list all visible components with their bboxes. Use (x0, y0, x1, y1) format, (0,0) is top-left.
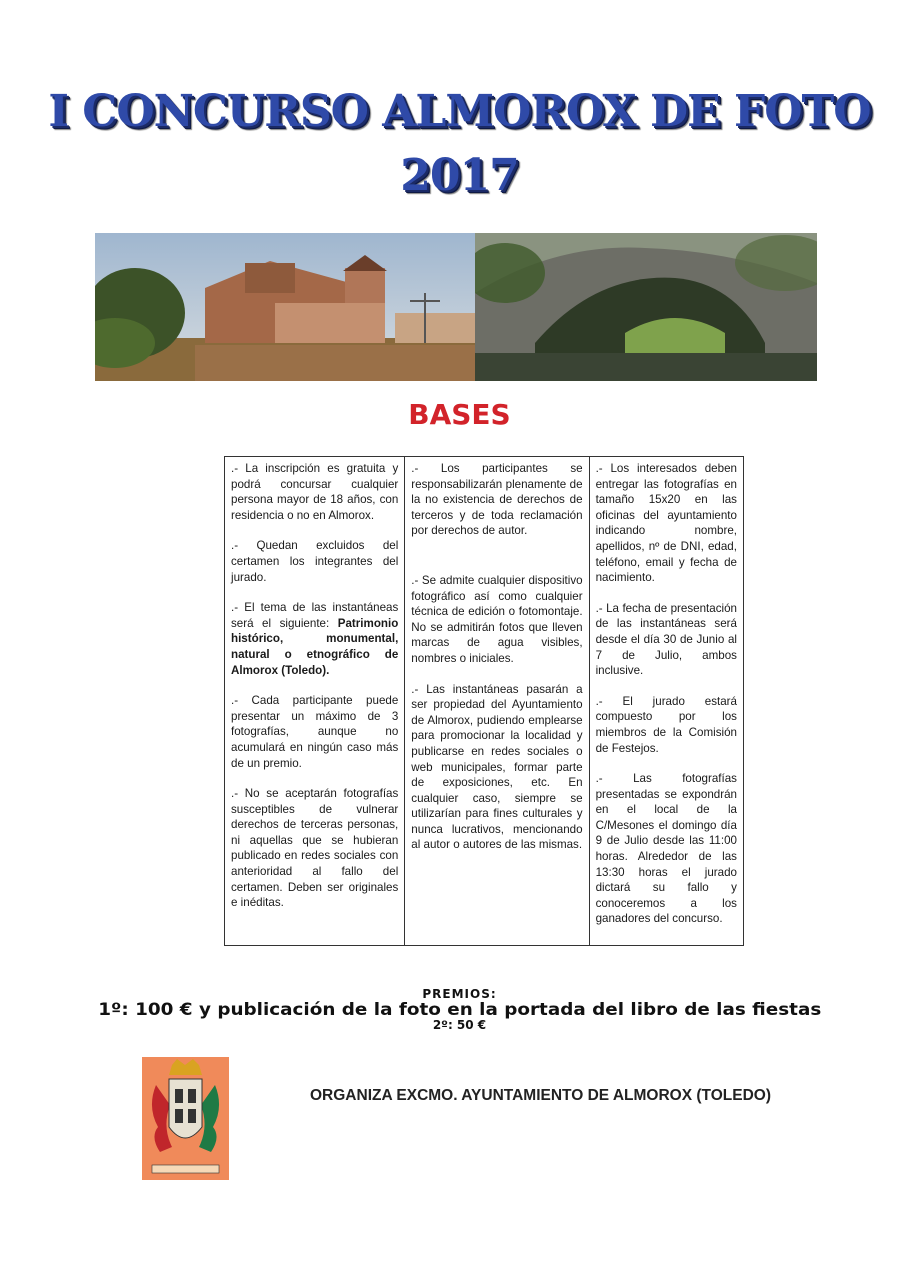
rules-column-1 (225, 457, 405, 945)
rules-column-3 (590, 457, 743, 945)
rule-item-theme (231, 600, 398, 678)
rule-item: .- No se aceptarán fotografías susceptibles de vulnerar derechos de terceras personas, ni aquellas que se hubieran publicado en redes sociales con anterioridad al fallo del certamen. Deben ser originales e inéditas. (231, 787, 399, 910)
rule-item: .- Las instantáneas pasarán a ser propiedad del Ayuntamiento de Almorox, pudiendo emplearse para promocionar la localidad y publicarse en redes sociales o web municipales, formar parte de exposiciones, etc. En cualquier caso, siempre se utilizarían para fines culturales y nunca lucrativos, mencionando al autor o autores de las mismas. (411, 682, 583, 852)
rule-item: .- Cada participante puede presentar un máximo de 3 fotografías, aunque no acumulará en ningún caso más de un premio. (231, 694, 399, 770)
second-prize: 2º: 50 € (432, 1018, 487, 1032)
rules-table (224, 456, 744, 946)
rule-item: .- Se admite cualquier dispositivo fotográfico así como cualquier técnica de edición o fotomontaje. No se admitirán fotos que lleven marcas de agua visibles, nombres o iniciales. (411, 573, 583, 665)
municipal-crest-icon (142, 1057, 229, 1180)
bases-heading: BASES (408, 398, 511, 431)
rule-item: .- La inscripción es gratuita y podrá concursar cualquier persona mayor de 18 años, con residencia o no en Almorox. (231, 462, 399, 522)
rule-theme-bold: Patrimonio histórico, monumental, natural o etnográfico de Almorox (Toledo). (231, 616, 399, 677)
church-photo (95, 233, 475, 381)
rule-item: .- Quedan excluidos del certamen los integrantes del jurado. (231, 539, 399, 584)
poster-year: 2017 (400, 150, 519, 201)
rule-item: .- Las fotografías presentadas se expondrán en el local de la C/Mesones el domingo día 9 de Julio desde las 11:00 horas. Alrededor de las 13:30 horas el jurado dictará su fallo y conoceremos a los ganadores del concurso. (595, 772, 737, 926)
rule-theme-text: .- El tema de las instantáneas será el siguiente: (231, 601, 399, 630)
rules-column-2 (405, 457, 589, 945)
poster-title: I CONCURSO ALMOROX DE FOTO (48, 86, 871, 137)
prizes-block (0, 988, 919, 1031)
rule-item: .- La fecha de presentación de las instantáneas será desde el día 30 de Junio al 7 de Julio, ambos inclusive. (595, 601, 737, 678)
organizer-text: ORGANIZA EXCMO. AYUNTAMIENTO DE ALMOROX (TOLEDO) (310, 1087, 771, 1104)
rule-item: .- Los participantes se responsabilizarán plenamente de la no existencia de derechos de terceros y de toda reclamación por derechos de autor. (411, 462, 583, 538)
rule-item: .- El jurado estará compuesto por los miembros de la Comisión de Festejos. (595, 694, 737, 755)
bridge-photo (475, 233, 817, 381)
first-prize: 1º: 100 € y publicación de la foto en la portada del libro de las fiestas (97, 1000, 822, 1020)
rule-item: .- Los interesados deben entregar las fotografías en tamaño 15x20 en las oficinas del ayuntamiento indicando nombre, apellidos, nº de DNI, edad, teléfono, email y fecha de nacimiento. (595, 462, 737, 585)
prizes-heading: PREMIOS: (422, 987, 497, 1001)
header-photos (95, 233, 817, 381)
